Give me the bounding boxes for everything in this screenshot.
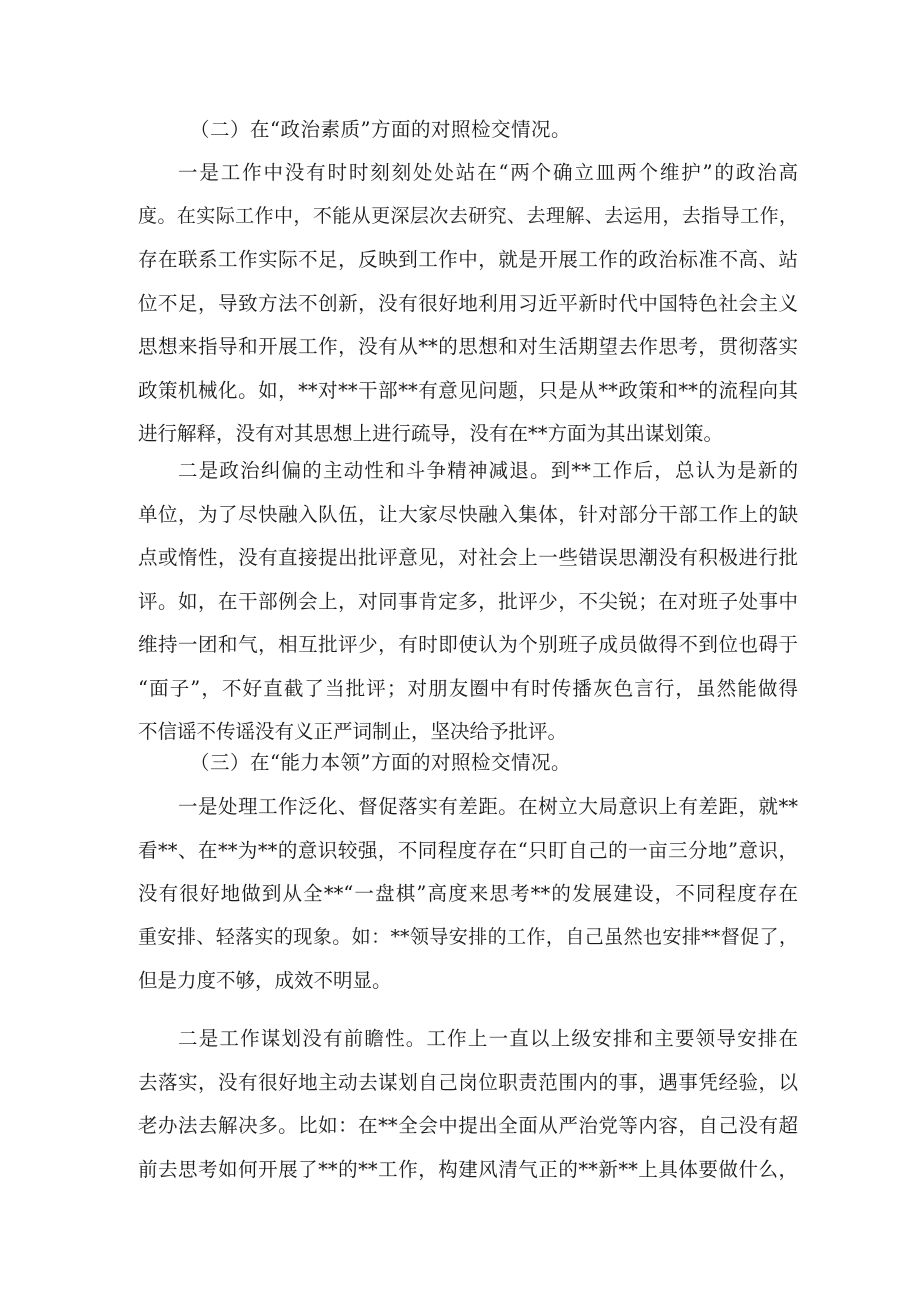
text-line: 一是工作中没有时时刻刻处处站在“两个确立皿两个维护”的政治高 xyxy=(178,161,798,184)
text-line: 度。在实际工作中，不能从更深层次去研究、去理解、去运用，去指导工作， xyxy=(138,204,798,227)
text-line: 不信谣不传谣没有义正严词制止，坚决给予批评。 xyxy=(138,720,568,743)
text-line: 思想来指导和开展工作，没有从**的思想和对生活期望去作思考，贯彻落实 xyxy=(138,335,798,358)
text-line: 老办法去解决多。比如：在**全会中提出全面从严治党等内容，自己没有超 xyxy=(138,1114,798,1137)
text-line: 看**、在**为**的意识较强，不同程度存在“只盯自己的一亩三分地”意识， xyxy=(138,838,798,862)
text-line: 单位，为了尽快融入队伍，让大家尽快融入集体，针对部分干部工作上的缺 xyxy=(138,502,798,526)
text-line: 政策机械化。如，**对**干部**有意见问题，只是从**政策和**的流程向其 xyxy=(138,378,798,402)
text-line: “面子”，不好直截了当批评；对朋友圈中有时传播灰色言行，虽然能做得 xyxy=(138,676,798,700)
text-line: 重安排、轻落实的现象。如：**领导安排的工作，自己虽然也安排**督促了， xyxy=(138,925,798,948)
paragraph xyxy=(138,785,798,1003)
text-line: 一是处理工作泛化、督促落实有差距。在树立大局意识上有差距，就** xyxy=(178,795,798,818)
text-line: 去落实，没有很好地主动去谋划自己岗位职责范围内的事，遇事凭经验，以 xyxy=(138,1070,798,1094)
text-line: 点或惰性，没有直接提出批评意见，对社会上一些错误思潮没有积极进行批 xyxy=(138,546,798,569)
text-line: 二是政治纠偏的主动性和斗争精神减退。到**工作后，总认为是新的 xyxy=(178,459,798,482)
text-line: 进行解释，没有对其思想上进行疏导，没有在**方面为其出谋划策。 xyxy=(138,422,724,445)
paragraph xyxy=(138,151,798,456)
section-heading: （三）在“能力本领”方面的对照检交情况。 xyxy=(190,751,571,774)
text-line: 位不足，导致方法不创新，没有很好地利用习近平新时代中国特色社会主义 xyxy=(138,291,798,315)
text-line: 二是工作谋划没有前瞻性。工作上一直以上级安排和主要领导安排在 xyxy=(178,1027,798,1050)
text-line: 前去思考如何开展了**的**工作，构建风清气正的**新**上具体要做什么， xyxy=(138,1157,798,1181)
text-line: 没有很好地做到从全**“一盘棋”高度来思考**的发展建设，不同程度存在 xyxy=(138,882,798,905)
text-line: 维持一团和气，相互批评少，有时即使认为个别班子成员做得不到位也碍于 xyxy=(138,633,798,656)
text-line: 存在联系工作实际不足，反映到工作中，就是开展工作的政治标准不高、站 xyxy=(138,248,798,271)
section-heading: （二）在“政治素质”方面的对照检交情况。 xyxy=(190,118,571,141)
paragraph xyxy=(138,449,798,754)
text-line: 评。如，在干部例会上，对同事肯定多，批评少，不尖锐；在对班子处事中 xyxy=(138,589,798,613)
text-line: 但是力度不够，成效不明显。 xyxy=(138,969,392,992)
paragraph xyxy=(138,1017,798,1191)
